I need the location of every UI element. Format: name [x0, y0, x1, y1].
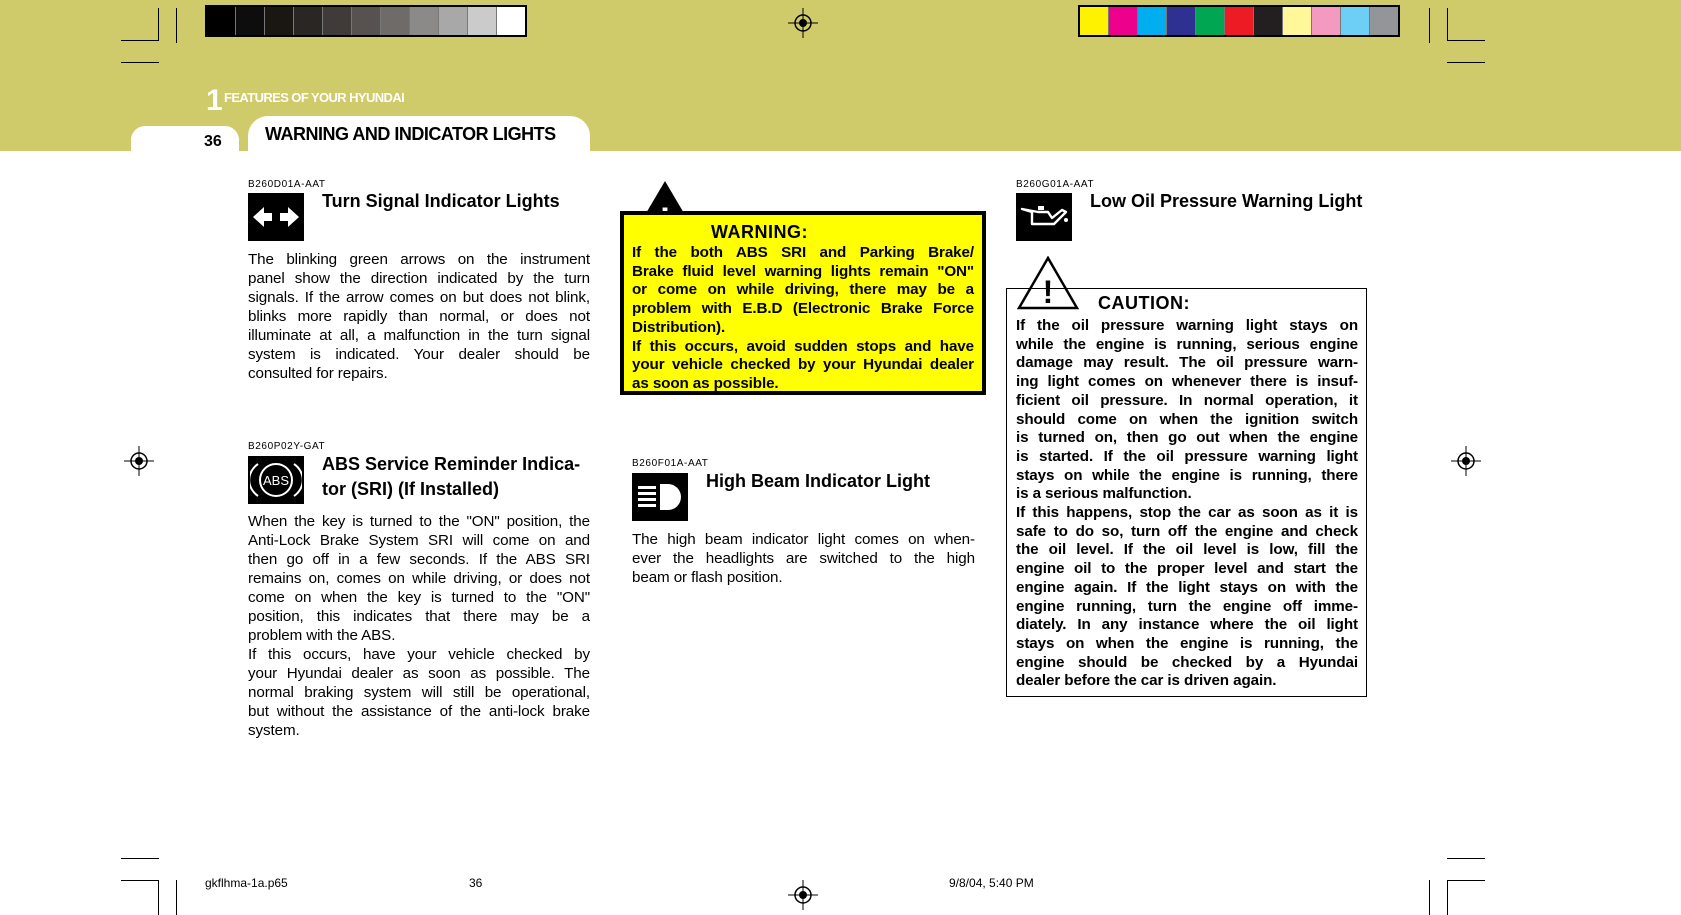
oil-code: B260G01A-AAT [1016, 179, 1095, 190]
footer-timestamp: 9/8/04, 5:40 PM [949, 876, 1034, 890]
color-swatch [294, 7, 323, 35]
text-line: is a serious malfunction. [1016, 485, 1192, 503]
turn-signal-code: B260D01A-AAT [248, 179, 326, 190]
color-swatch [1109, 7, 1138, 35]
color-swatch [381, 7, 410, 35]
text-line: engine oil to the proper level and start the [1016, 560, 1358, 578]
text-line: blinks more rapidly than normal, or does not [248, 308, 590, 325]
page-number: 36 [204, 133, 222, 150]
oil-heading: Low Oil Pressure Warning Light [1090, 191, 1363, 211]
warning-label: WARNING: [711, 222, 808, 242]
text-line: ficient oil pressure. In normal operation, it [1016, 391, 1358, 409]
color-swatch [207, 7, 236, 35]
turn-signal-arrows-icon [248, 193, 304, 241]
registration-mark-icon [1451, 446, 1481, 476]
color-swatch [1254, 7, 1283, 35]
caution-label: CAUTION: [1098, 293, 1190, 313]
color-swatch [497, 7, 525, 35]
text-line: illuminate at all, a malfunction in the turn signal [248, 327, 590, 344]
text-line: beam or flash position. [632, 569, 783, 586]
color-swatch [236, 7, 265, 35]
text-line: If the oil pressure warning light stays on [1016, 317, 1358, 334]
warning-text [632, 244, 974, 394]
color-swatch [1225, 7, 1254, 35]
color-swatch [323, 7, 352, 35]
crop-mark [1429, 880, 1430, 915]
text-line: engine running, turn the engine off imme- [1016, 597, 1358, 615]
crop-mark [176, 8, 177, 43]
crop-mark [1447, 8, 1448, 41]
crop-mark [1447, 40, 1485, 41]
text-line: safe to do so, turn off the engine and check [1016, 522, 1358, 540]
text-line: as soon as possible. [632, 374, 779, 392]
text-line: the oil level. If the oil level is low, fill the [1016, 541, 1358, 559]
abs-icon [248, 456, 304, 504]
color-swatch [265, 7, 294, 35]
text-line: your vehicle checked by your Hyundai dealer [632, 356, 974, 374]
text-line: damage may result. The oil pressure warn- [1016, 354, 1358, 372]
svg-text:ABS: ABS [262, 473, 290, 488]
text-line: If this occurs, avoid sudden stops and have [632, 337, 974, 355]
high-beam-text [632, 530, 975, 587]
text-line: is started. If the oil pressure warning light [1016, 447, 1358, 465]
text-line: Distribution). [632, 318, 726, 336]
high-beam-heading: High Beam Indicator Light [706, 471, 931, 491]
text-line: consulted for repairs. [248, 365, 388, 382]
color-swatch [468, 7, 497, 35]
text-line: then go off in a few seconds. If the ABS SRI [248, 551, 590, 568]
text-line: come on when the key is turned to the "ON" [248, 589, 590, 606]
text-line: ever the headlights are switched to the high [632, 550, 975, 567]
color-swatch [1196, 7, 1225, 35]
text-line: The blinking green arrows on the instrument [248, 251, 590, 268]
text-line: is turned on, then go out when the engine [1016, 429, 1358, 447]
abs-code: B260P02Y-GAT [248, 441, 326, 452]
abs-heading-line2: tor (SRI) (If Installed) [322, 479, 499, 499]
abs-heading-line1: ABS Service Reminder Indica- [322, 454, 581, 474]
text-line: ing light comes on whenever there is insuf- [1016, 373, 1358, 391]
svg-text:!: ! [1042, 274, 1054, 310]
text-line: while the engine is running, serious engine [1016, 335, 1358, 353]
text-line: Brake fluid level warning lights remain "ON" [632, 262, 974, 280]
text-line: but without the assistance of the anti-lock brake [248, 703, 590, 720]
high-beam-code: B260F01A-AAT [632, 458, 709, 469]
crop-mark [1447, 880, 1448, 915]
crop-mark [121, 62, 159, 63]
text-line: dealer before the car is driven again. [1016, 672, 1277, 690]
crop-mark [121, 880, 159, 881]
text-line: When the key is turned to the "ON" position, the [248, 513, 590, 530]
text-line: The high beam indicator light comes on when- [632, 531, 975, 548]
page-tab [131, 126, 239, 151]
color-swatch [1283, 7, 1312, 35]
crop-mark [121, 858, 159, 859]
crop-mark [176, 880, 177, 915]
color-swatch [410, 7, 439, 35]
text-line: problem with E.B.D (Electronic Brake Force [632, 300, 974, 318]
abs-text [248, 512, 590, 740]
text-line: your Hyundai dealer as soon as possible. The [248, 665, 590, 682]
text-line: stays on while the engine is running, there [1016, 466, 1358, 484]
warning-box [620, 211, 986, 395]
caution-box [1006, 288, 1367, 697]
color-swatch [1370, 7, 1398, 35]
text-line: should come on when the ignition switch [1016, 410, 1358, 428]
text-line: If this occurs, have your vehicle checked by [248, 646, 590, 663]
crop-mark [1447, 62, 1485, 63]
footer-page: 36 [469, 876, 483, 890]
color-swatch [1138, 7, 1167, 35]
text-line: If the both ABS SRI and Parking Brake/ [632, 244, 974, 261]
chapter-number: 1 [206, 84, 223, 117]
text-line: engine again. If the light stays on with the [1016, 578, 1358, 596]
crop-mark [121, 40, 159, 41]
registration-mark-icon [124, 446, 154, 476]
registration-mark-icon [788, 8, 818, 38]
turn-signal-text [248, 250, 590, 383]
text-line: or come on while driving, there may be a [632, 281, 974, 299]
text-line: system. [248, 722, 300, 739]
color-swatch [1080, 7, 1109, 35]
color-swatch [1341, 7, 1370, 35]
text-line: If this happens, stop the car as soon as it is [1016, 504, 1358, 522]
chapter-title: FEATURES OF YOUR HYUNDAI [224, 90, 405, 105]
text-line: remains on, comes on while driving, or does not [248, 570, 590, 587]
section-title: WARNING AND INDICATOR LIGHTS [265, 124, 556, 144]
text-line: Anti-Lock Brake System SRI will come on and [248, 532, 590, 549]
high-beam-icon [632, 473, 688, 521]
color-swatch [1167, 7, 1196, 35]
oil-can-icon [1016, 193, 1072, 241]
text-line: system is indicated. Your dealer should be [248, 346, 590, 363]
text-line: position, this indicates that there may be a [248, 608, 590, 625]
text-line: problem with the ABS. [248, 627, 396, 644]
text-line: stays on when the engine is running, the [1016, 634, 1358, 652]
crop-mark [1447, 858, 1485, 859]
crop-mark [1429, 8, 1430, 43]
color-swatches [1078, 5, 1400, 37]
crop-mark [158, 880, 159, 915]
turn-signal-heading: Turn Signal Indicator Lights [322, 191, 560, 211]
grayscale-swatches [205, 5, 527, 37]
crop-mark [158, 8, 159, 41]
registration-mark-icon [788, 880, 818, 910]
text-line: engine should be checked by a Hyundai [1016, 653, 1358, 671]
text-line: diately. In any instance where the oil light [1016, 616, 1358, 634]
footer-file: gkflhma-1a.p65 [205, 876, 288, 890]
text-line: panel show the direction indicated by the turn [248, 270, 590, 287]
color-swatch [1312, 7, 1341, 35]
crop-mark [1447, 880, 1485, 881]
text-line: signals. If the arrow comes on but does not blink, [248, 289, 590, 306]
color-swatch [352, 7, 381, 35]
caution-text [1016, 317, 1358, 691]
color-swatch [439, 7, 468, 35]
text-line: normal braking system will still be operational, [248, 684, 590, 701]
